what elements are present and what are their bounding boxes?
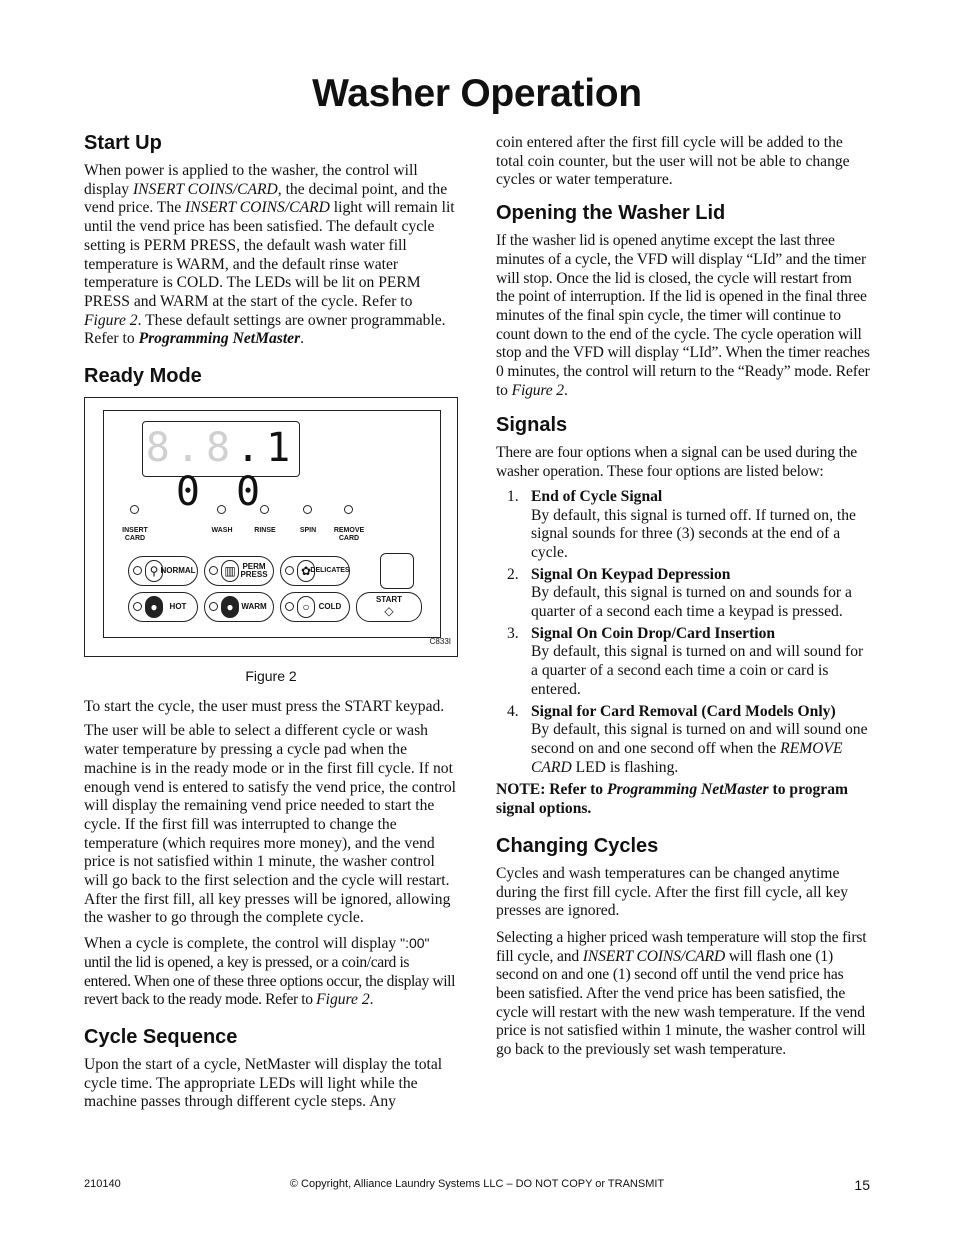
left-column [84, 130, 458, 1118]
changing-cycles-paragraph-1: Cycles and wash temperatures can be changed anytime during the first fill cycle. After the first fill cycle, all key presses are ignored. [496, 864, 849, 920]
start-up-paragraph: When power is applied to the washer, the control will display INSERT COINS/CARD, the decimal point, and the vend price. The INSERT COINS/CARD light will remain lit until the vend price has been satisfied. The default cycle setting is PERM PRESS, the default wash water fill temperature is WARM, and the default rinse water temperature is COLD. The LEDs will be lit on PERM PRESS and WARM at the start of the cycle. Refer to Figure 2. These default settings are owner programmable. Refer to Programming NetMaster. [84, 162, 455, 348]
warm-temp-pad[interactable]: ● WARM [204, 592, 274, 622]
cycle-sequence-heading: Cycle Sequence [84, 1025, 238, 1048]
page-title: Washer Operation [312, 72, 642, 115]
hot-temp-pad[interactable]: ● HOT [128, 592, 198, 622]
thermometer-warm-icon: ● [221, 596, 239, 618]
right-column [496, 134, 874, 1066]
signals-heading: Signals [496, 414, 568, 437]
ready-mode-paragraph-3: When a cycle is complete, the control will display ":00" until the lid is opened, a key is pressed, or a coin/card is entered. When one of these three options occur, the display will revert back to the ready mode. Refer to Figure 2. [84, 935, 456, 1009]
changing-cycles-paragraph-2: Selecting a higher priced wash temperature will stop the first fill cycle, and INSERT COINS/CARD will flash one (1) second on and one (1) second off until the vend price has been satisfied. After the vend price has been satisfied, the cycle will restart with the new wash temperature. If the vend price is not satisfied within 1 minute, the washer control will go back to the previously set wash temperature. [496, 928, 867, 1059]
figure-caption: Figure 2 [245, 668, 297, 685]
wash-label: WASH [211, 527, 233, 535]
cold-temp-pad[interactable]: ○ COLD [280, 592, 350, 622]
ready-mode-paragraph-2: The user will be able to select a different cycle or wash water temperature by pressing a cycle pad when the machine is in the ready mode or in the first fill cycle. If not enough vend is entered to satisfy the vend price, the control will display the remaining vend price needed to start the cycle. If the first fill was interrupted to change the temperature (which requires more money), and the vend price is not satisfied within 1 minute, the washer control will go back to the first selection and the cycle will restart. After the first fill, all key presses will be ignored, allowing the washer to go through the complete cycle. [84, 722, 456, 927]
figure-2 [84, 397, 458, 657]
insert-card-label: INSERT CARD [122, 527, 148, 543]
start-diamond-icon: ◇ [384, 604, 394, 619]
cold-led [285, 602, 294, 611]
hand-wash-icon: ✿ [297, 560, 315, 582]
normal-led [133, 566, 142, 575]
start-up-heading: Start Up [84, 132, 162, 154]
wash-led [217, 505, 226, 514]
cycle-sequence-continued: coin entered after the first fill cycle will be added to the total coin counter, but the user will not be able to change cycles or water temperature. [496, 134, 850, 189]
signal-item: 3. Signal On Coin Drop/Card Insertion By default, this signal is turned on and will sound for a quarter of a second each time a coin or card is entered. [507, 624, 864, 698]
warm-led [209, 602, 218, 611]
remove-card-label: REMOVE CARD [333, 527, 365, 543]
delicates-cycle-pad[interactable]: ✿ DELICATES [280, 556, 350, 586]
insert-card-led [130, 505, 139, 514]
signals-intro: There are four options when a signal can be used during the washer operation. These four options are listed below: [496, 444, 858, 481]
opening-lid-heading: Opening the Washer Lid [496, 202, 726, 225]
spin-led [303, 505, 312, 514]
display-value: .1 0 0 [175, 425, 297, 516]
signals-list [496, 488, 874, 778]
shirt-icon: ⚲ [145, 560, 163, 582]
start-pad[interactable]: START ◇ [356, 592, 422, 622]
document-number: 210140 [84, 1178, 121, 1190]
display-ghost-digits: 8.8 [145, 425, 237, 472]
perm-press-cycle-pad[interactable]: ▥ PERM PRESS [204, 556, 274, 586]
ready-mode-paragraph-1: To start the cycle, the user must press the START keypad. [84, 697, 445, 715]
iron-icon: ▥ [221, 560, 239, 582]
thermometer-hot-icon: ● [145, 596, 163, 618]
card-slot [380, 553, 414, 589]
delicates-led [285, 566, 294, 575]
spin-label: SPIN [299, 527, 317, 535]
signal-item: 2. Signal On Keypad Depression By default, this signal is turned on and sounds for a quarter of a second each time a keypad is pressed. [507, 565, 852, 621]
signal-item: 1. End of Cycle Signal By default, this signal is turned off. If turned on, the signal sounds for three (3) seconds at the end of a cycle. [507, 487, 856, 561]
changing-cycles-heading: Changing Cycles [496, 834, 659, 857]
rinse-label: RINSE [254, 527, 276, 535]
page-number: 15 [854, 1177, 870, 1193]
remove-card-led [344, 505, 353, 514]
opening-lid-paragraph: If the washer lid is opened anytime except the last three minutes of a cycle, the VFD will display “LId” and the timer will stop. Once the lid is closed, the cycle will restart from the point of interruption. If the lid is opened in the final three minutes of the final spin cycle, the timer will continue to count down to the end of the cycle. The cycle operation will stop and the VFD will display “LId”. When the timer reaches 0 minutes, the control will return to the “Ready” mode. Refer to Figure 2. [496, 232, 870, 399]
normal-cycle-pad[interactable]: ⚲ NORMAL [128, 556, 198, 586]
hot-led [133, 602, 142, 611]
figure-code: C833I [429, 637, 451, 647]
copyright-notice: © Copyright, Alliance Laundry Systems LLC – DO NOT COPY or TRANSMIT [289, 1178, 665, 1190]
ready-mode-heading: Ready Mode [84, 365, 202, 388]
rinse-led [260, 505, 269, 514]
signal-item: 4. Signal for Card Removal (Card Models Only) By default, this signal is turned on and will sound one second on and one second off when the REMOVE CARD LED is flashing. [507, 702, 868, 776]
thermometer-cold-icon: ○ [297, 596, 315, 618]
perm-press-led [209, 566, 218, 575]
cycle-sequence-paragraph: Upon the start of a cycle, NetMaster will display the total cycle time. The appropriate LEDs will light while the machine passes through different cycle steps. Any [84, 1055, 443, 1111]
vfd-display [142, 421, 300, 516]
control-panel [103, 410, 441, 638]
signals-note: NOTE: Refer to Programming NetMaster to program signal options. [496, 781, 849, 818]
